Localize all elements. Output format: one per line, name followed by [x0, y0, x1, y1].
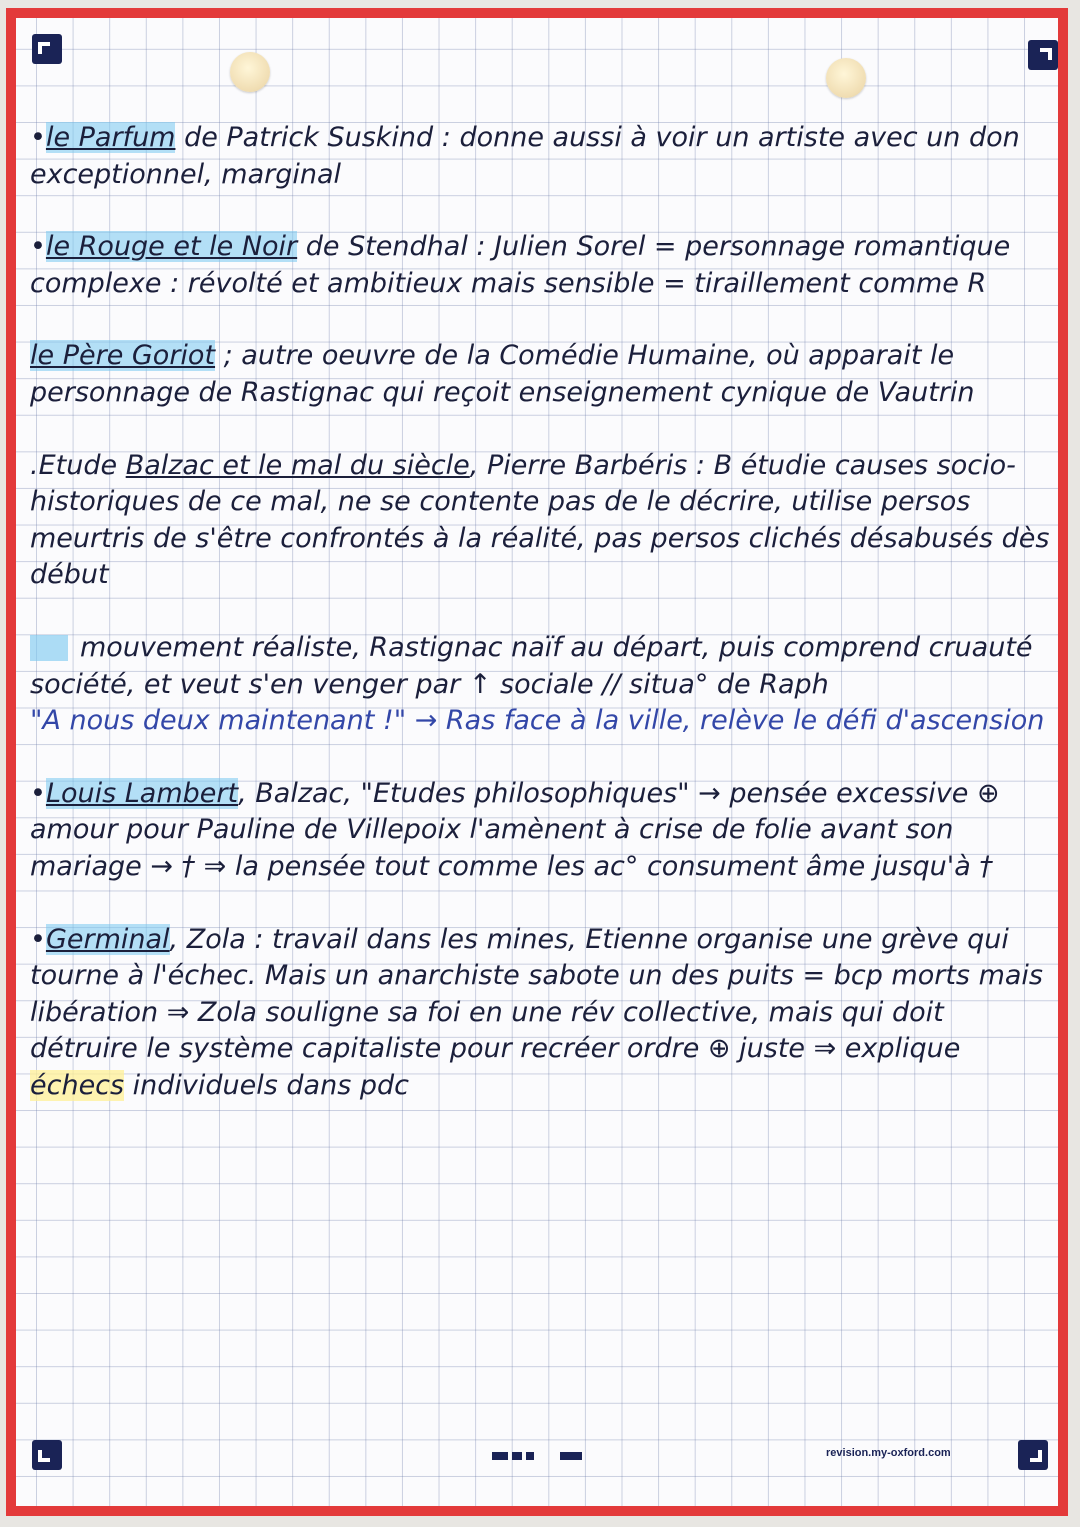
note-rouge-et-noir: •le Rouge et le Noir de Stendhal : Julien Sorel = personnage romantique complexe : révolté et ambitieux mais sensible = tiraillement comme R	[30, 231, 1011, 299]
note-title: Germinal	[45, 923, 170, 955]
note-etude	[30, 448, 1050, 594]
note-pere-goriot	[30, 338, 1050, 411]
punch-hole	[826, 58, 866, 98]
note-text: ; autre oeuvre de la Comédie Humaine, où apparait le personnage de Rastignac qui reçoit enseignement cynique de Vautrin	[30, 340, 975, 408]
punch-hole	[230, 52, 270, 92]
handwritten-notes	[30, 120, 1050, 1140]
page-marker	[560, 1452, 582, 1460]
note-text: mouvement réaliste, Rastignac naïf au départ, puis comprend cruauté société, et veut s'en venger par ↑ sociale // situa° de Raph	[30, 631, 1033, 700]
corner-mark-icon	[32, 1440, 62, 1470]
note-realisme	[30, 630, 1050, 740]
note-text: , Pierre Barbéris : B étudie causes socio-historiques de ce mal, ne se contente pas de le décrire, utilise persos meurtris de s'être confrontés à la réalité, pas persos clichés désabusés dès début	[30, 449, 1050, 591]
note-parfum: •le Parfum de Patrick Suskind : donne aussi à voir un artiste avec un don exceptionnel, marginal	[30, 122, 1020, 190]
page-marker	[492, 1452, 508, 1460]
page-marker	[512, 1452, 522, 1460]
note-text: , Balzac, "Etudes philosophiques" → pensée excessive ⊕ amour pour Pauline de Villepoix l'amènent à crise de folie avant son mariage → † ⇒ la pensée tout comme les ac° consument âme jusqu'à †	[30, 777, 1000, 882]
note-text: de Patrick Suskind : donne aussi à voir un artiste avec un don exceptionnel, marginal	[30, 122, 1020, 190]
note-louis-lambert: •Louis Lambert, Balzac, "Etudes philosophiques" → pensée excessive ⊕ amour pour Pauline de Villepoix l'amènent à crise de folie avant son mariage → † ⇒ la pensée tout comme les ac° consument âme jusqu'à †	[30, 777, 1000, 882]
footer-site: revision.my-oxford.com	[826, 1447, 951, 1459]
corner-mark-icon	[1028, 40, 1058, 70]
note-title: le Rouge et le Noir	[45, 231, 298, 263]
note-text: , Zola : travail dans les mines, Etienne organise une grève qui tourne à l'échec. Mais un anarchiste sabote un des puits = bcp morts mais libération ⇒ Zola souligne sa foi en une rév collective, mais qui doit détruire le système capitaliste pour recréer ordre ⊕ juste ⇒ explique	[30, 923, 1044, 1065]
corner-mark-icon	[1018, 1440, 1048, 1470]
note-highlight: échecs	[30, 1069, 125, 1101]
note-text: individuels dans pdc	[124, 1069, 409, 1101]
corner-mark-icon	[32, 34, 62, 64]
highlight-box	[30, 635, 68, 661]
note-title: Louis Lambert	[45, 777, 239, 809]
note-title: Balzac et le mal du siècle	[125, 449, 470, 481]
page-marker	[526, 1452, 534, 1460]
note-prefix: .Etude	[30, 449, 126, 481]
note-quote: "A nous deux maintenant !" → Ras face à la ville, relève le défi d'ascension	[30, 705, 1045, 737]
note-title: le Parfum	[45, 122, 176, 153]
note-title: le Père Goriot	[30, 340, 216, 372]
note-text: de Stendhal : Julien Sorel = personnage romantique complexe : révolté et ambitieux mais sensible = tiraillement comme R	[30, 231, 1011, 299]
note-germinal: •Germinal, Zola : travail dans les mines, Etienne organise une grève qui tourne à l'échec. Mais un anarchiste sabote un des puits = bcp morts mais libération ⇒ Zola souligne sa foi en une rév collective, mais qui doit détruire le système capitaliste pour recréer ordre ⊕ juste ⇒ explique échecs individuels dans pdc	[30, 923, 1044, 1101]
